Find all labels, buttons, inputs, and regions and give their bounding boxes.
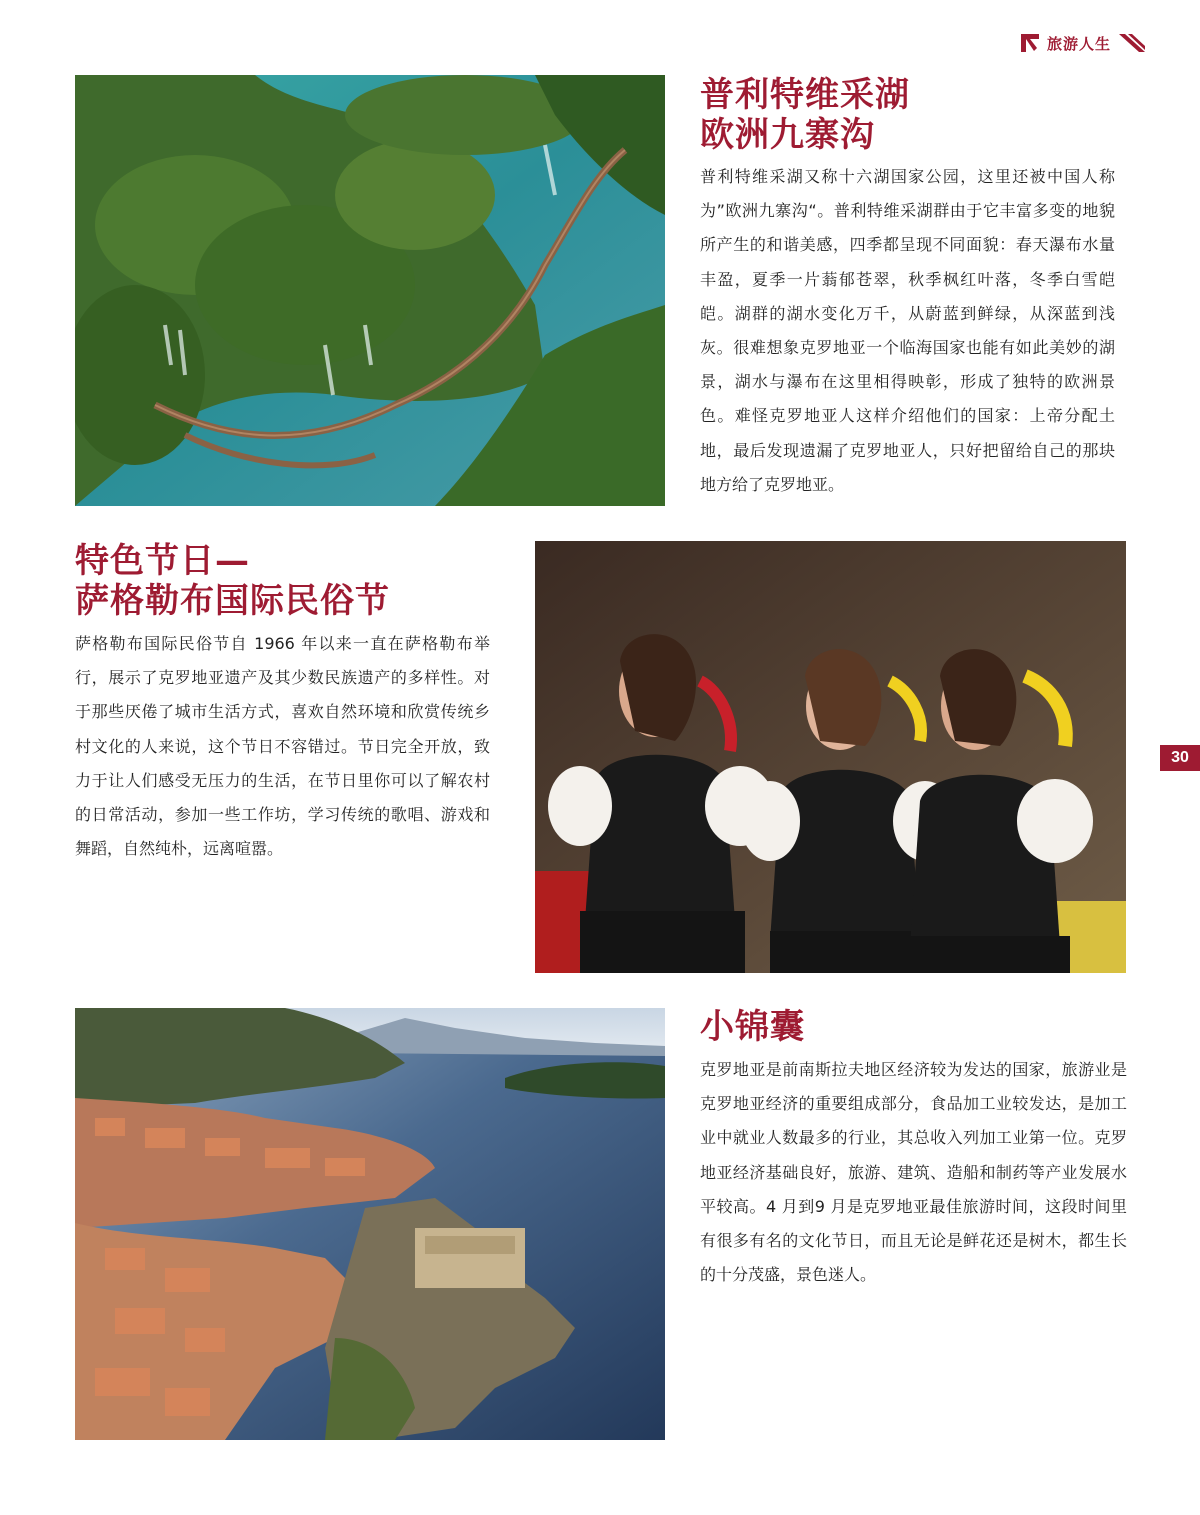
section-tag — [1021, 30, 1145, 56]
plitvice-paragraph: 普利特维采湖又称十六湖国家公园，这里还被中国人称为”欧洲九寨沟“。普利特维采湖群由于它丰富多变的地貌所产生的和谐美感，四季都呈现不同面貌：春天瀑布水量丰盈，夏季一片蓊郁苍翠，秋季枫红叶落，冬季白雪皑皑。湖群的湖水变化万千，从蔚蓝到鲜绿，从深蓝到浅灰。很难想象克罗地亚一个临海国家也能有如此美妙的湖景，湖水与瀑布在这里相得映彰，形成了独特的欧洲景色。难怪克罗地亚人这样介绍他们的国家：上帝分配土地，最后发现遗漏了克罗地亚人，只好把留给自己的那块地方给了克罗地亚。 — [700, 167, 1115, 494]
plitvice-lakes-photo — [75, 75, 665, 506]
festival-title — [75, 541, 505, 621]
diagonal-stripes-icon — [1119, 34, 1145, 52]
plitvice-title — [700, 75, 1160, 155]
title-line: 普利特维采湖 — [700, 75, 910, 115]
title-line: 小锦囊 — [700, 1007, 805, 1047]
title-line: 特色节日— — [75, 541, 250, 581]
folk-dancers-photo — [535, 541, 1126, 973]
festival-paragraph: 萨格勒布国际民俗节自 1966 年以来一直在萨格勒布举行，展示了克罗地亚遗产及其少数民族遗产的多样性。对于那些厌倦了城市生活方式，喜欢自然环境和欣赏传统乡村文化的人来说，这个节日不容错过。节日完全开放，致力于让人们感受无压力的生活，在节日里你可以了解农村的日常活动，参加一些工作坊，学习传统的歌唱、游戏和舞蹈，自然纯朴，远离喧嚣。 — [75, 634, 490, 859]
section-tag-label: 旅游人生 — [1046, 34, 1111, 53]
page-number: 30 — [1160, 745, 1200, 771]
dubrovnik-photo — [75, 1008, 665, 1440]
title-line: 萨格勒布国际民俗节 — [75, 581, 390, 621]
corner-arrow-icon — [1021, 34, 1039, 52]
tips-title — [700, 1007, 1130, 1047]
title-line: 欧洲九寨沟 — [700, 115, 875, 155]
tips-paragraph: 克罗地亚是前南斯拉夫地区经济较为发达的国家，旅游业是克罗地亚经济的重要组成部分，食品加工业较发达，是加工业中就业人数最多的行业，其总收入列加工业第一位。克罗地亚经济基础良好，旅游、建筑、造船和制药等产业发展水平较高。4 月到9 月是克罗地亚最佳旅游时间，这段时间里有很多有名的文化节日，而且无论是鲜花还是树木，都生长的十分茂盛，景色迷人。 — [700, 1060, 1127, 1285]
